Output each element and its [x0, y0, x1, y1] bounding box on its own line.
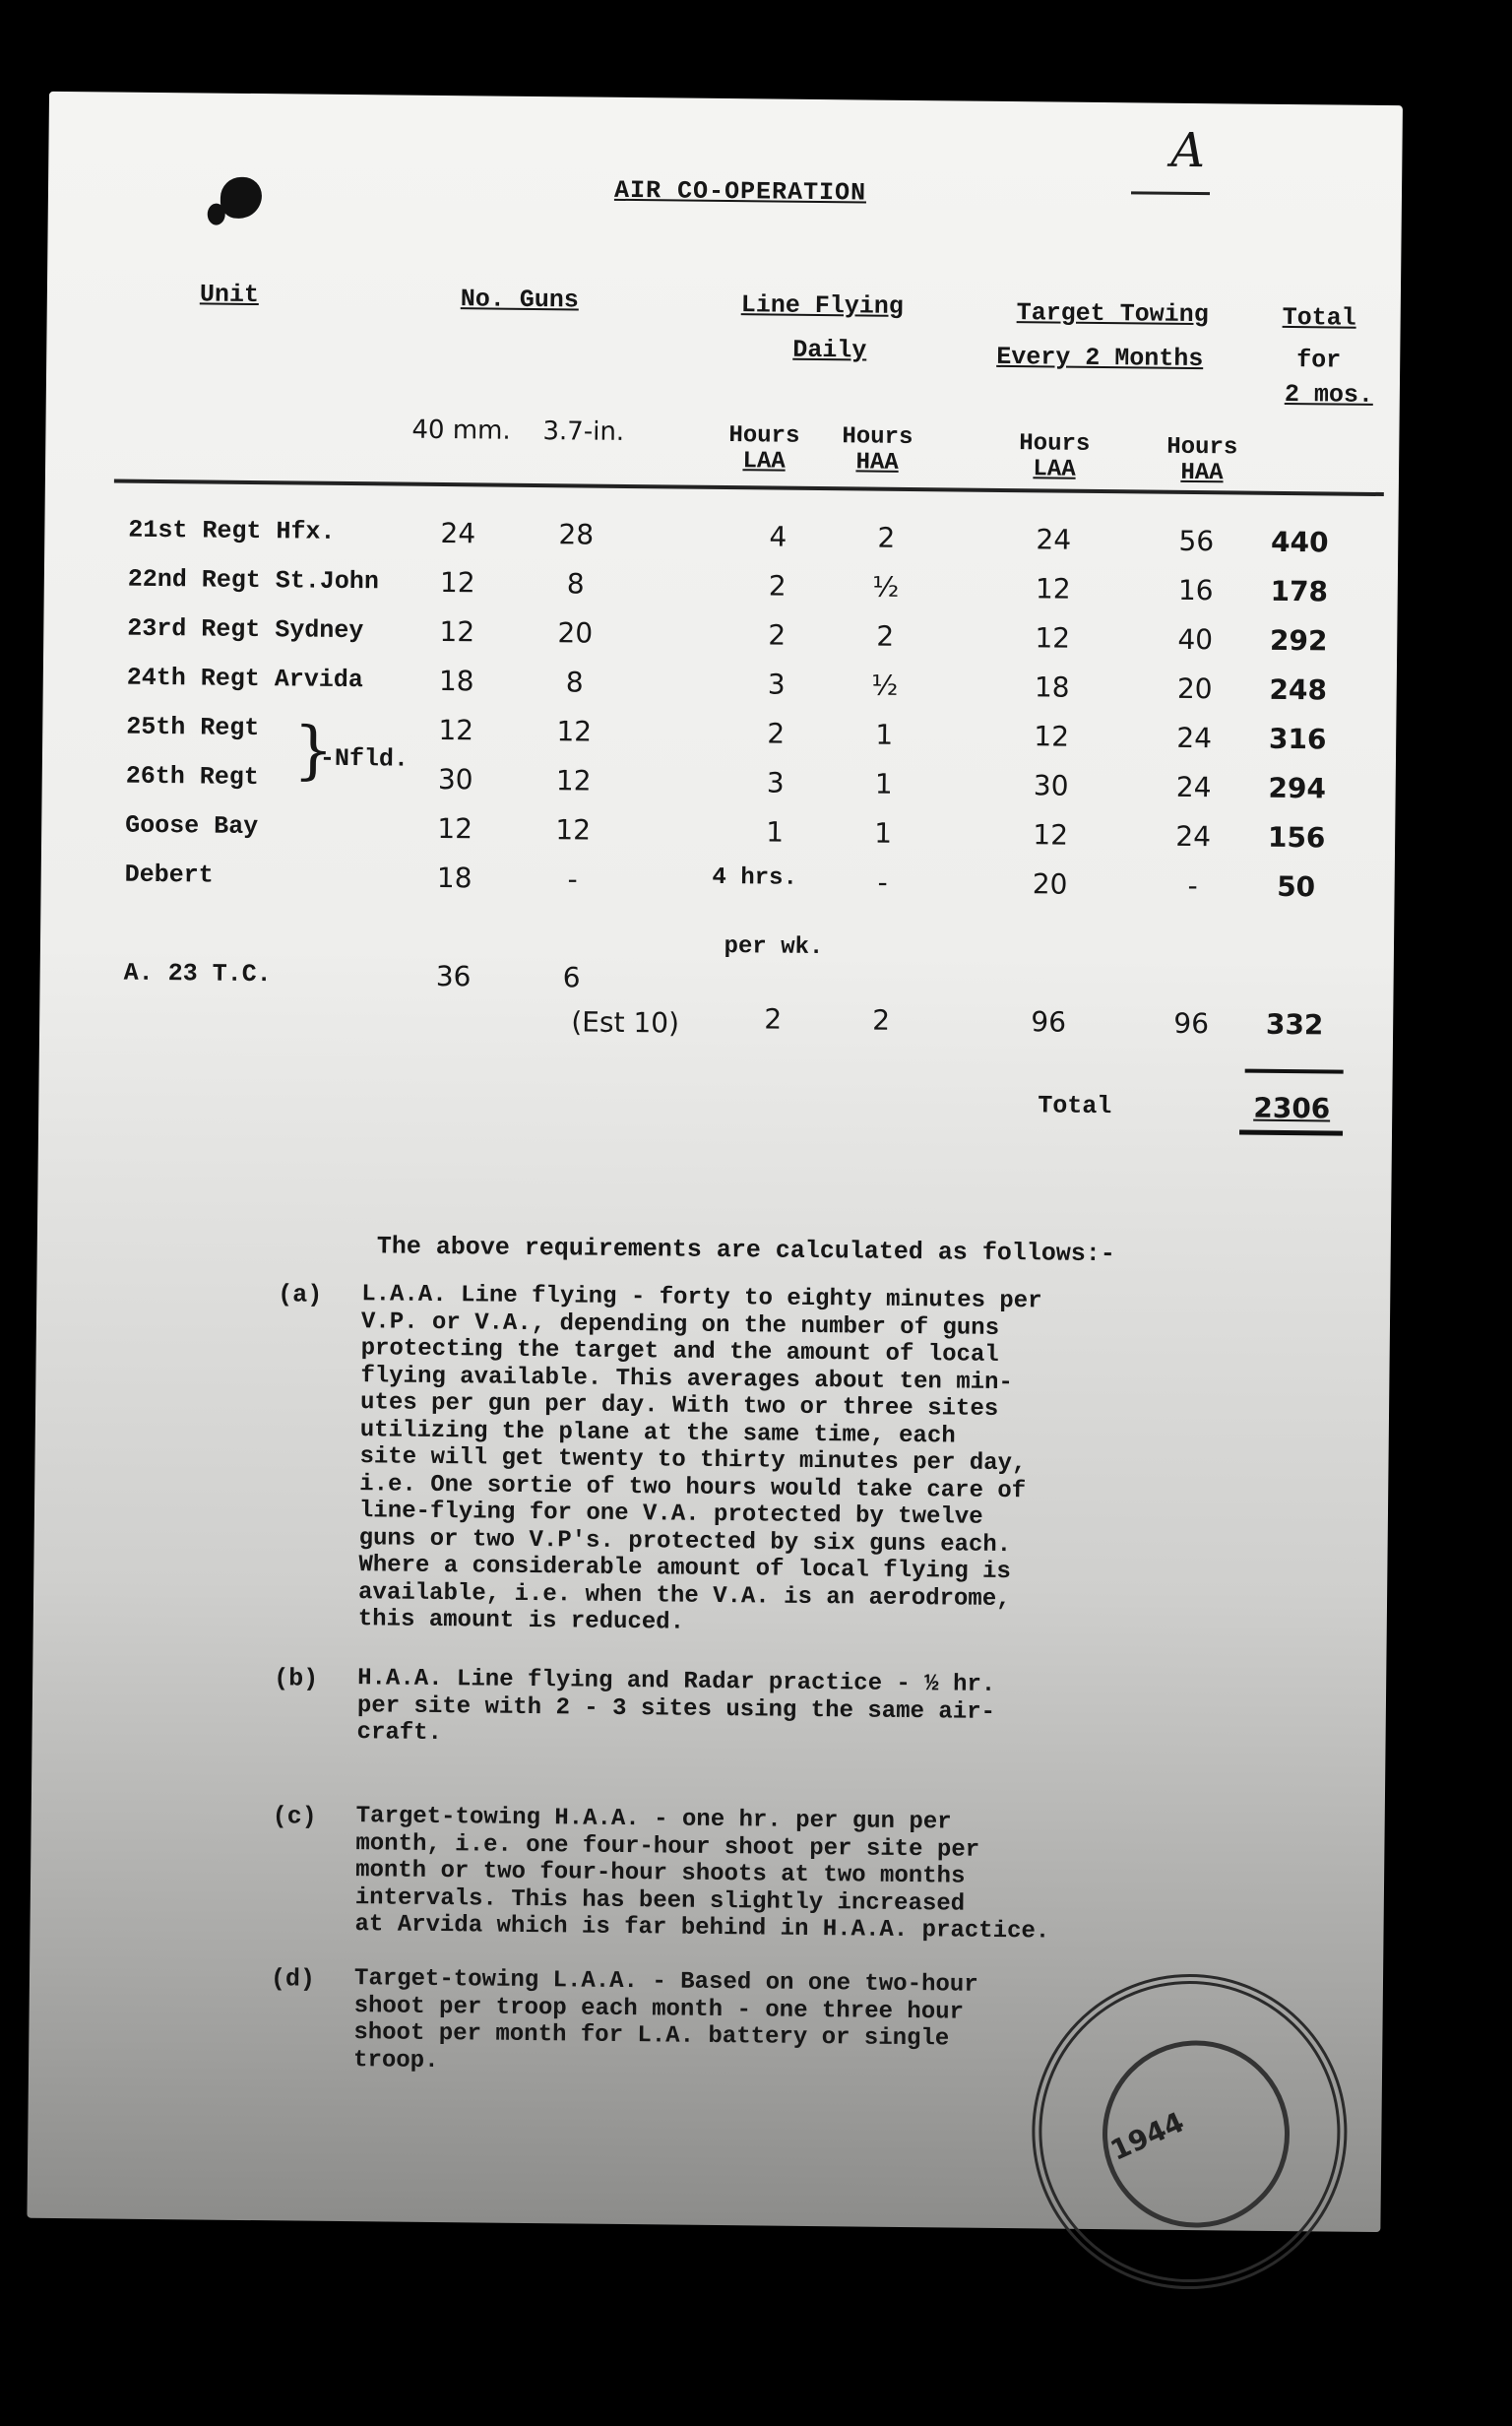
cell-tt-laa: 12 [1035, 621, 1071, 655]
ink-blot [220, 177, 262, 219]
cell-tt-laa: 12 [1034, 720, 1070, 753]
note-label: (c) [272, 1802, 317, 1831]
cell-lf-laa: 3 [767, 668, 786, 701]
row-unit-label: 21st Regt Hfx. [128, 515, 336, 546]
haa-label: HAA [855, 449, 899, 477]
cell-g37: 8 [566, 567, 585, 601]
haa-label: HAA [1180, 459, 1224, 487]
cell-lf-haa: 2 [872, 1003, 891, 1037]
notes-intro: The above requirements are calculated as follows:- [376, 1232, 1116, 1269]
subheader-tt-haa [1153, 435, 1252, 487]
cell-g40: 24 [440, 516, 476, 550]
row-unit-label: A. 23 T.C. [123, 958, 272, 990]
header-target-towing: Target Towing [1016, 298, 1209, 330]
row-unit-label: Debert [124, 860, 214, 890]
cell-tt-laa: 18 [1034, 670, 1070, 704]
cell-tt-laa: 96 [1031, 1005, 1067, 1039]
cell-tt-haa: 96 [1173, 1006, 1210, 1041]
cell-g37: 8 [565, 666, 584, 699]
cell-g40: 18 [436, 861, 472, 895]
note-text: Target-towing L.A.A. - Based on one two-hour shoot per troop each month - one three hour shoot per month for L.A. battery or single troop. [352, 1965, 978, 2075]
cell-tt-haa: 20 [1176, 671, 1213, 706]
cell-tt-haa: - [1187, 868, 1198, 903]
cell-lf-laa: 4 hrs. [712, 863, 798, 892]
cell-g37: - [567, 862, 578, 896]
hours-label: Hours [1019, 430, 1091, 458]
hours-label: Hours [728, 422, 800, 450]
cell-lf-laa: 2 [768, 569, 787, 603]
note-label: (d) [270, 1964, 316, 1994]
row-unit-label: 22nd Regt St.John [127, 564, 380, 597]
cell-lf-laa: 2 [768, 618, 787, 652]
cell-g40: 18 [438, 664, 474, 698]
header-total-for: for [1296, 346, 1342, 375]
page-mark: A [1170, 122, 1206, 179]
row-unit-label: 24th Regt Arvida [126, 663, 363, 695]
cell-g37: 28 [558, 518, 595, 551]
row-unit-label: Goose Bay [125, 810, 259, 842]
cell-total: 294 [1268, 771, 1327, 805]
cell-tt-haa: 24 [1175, 770, 1212, 804]
cell-lf-haa: ½ [871, 669, 899, 702]
row-unit-label: 26th Regt [125, 761, 259, 793]
subheader-40mm: 40 mm. [411, 415, 511, 446]
cell-tt-laa: 20 [1032, 867, 1068, 901]
cell-g37: 6 [562, 961, 581, 994]
grand-total-double-rule [1239, 1130, 1343, 1136]
total-rule [1245, 1069, 1344, 1074]
cell-lf-haa: - [877, 865, 888, 899]
grand-total-label: Total [1038, 1091, 1112, 1121]
header-no-guns: No. Guns [460, 285, 580, 315]
cell-total: 316 [1268, 722, 1327, 756]
cell-lf-laa: 2 [764, 1002, 783, 1036]
note-text: H.A.A. Line flying and Radar practice - ½ hr. per site with 2 - 3 sites using the same air- craft. [356, 1665, 996, 1748]
cell-tt-laa: 12 [1035, 572, 1071, 606]
cell-g40: 12 [439, 565, 475, 600]
a23-est: (Est 10) [571, 1005, 680, 1040]
grand-total-value: 2306 [1253, 1091, 1331, 1125]
cell-lf-laa: 4 [769, 520, 788, 553]
note-label: (a) [278, 1280, 323, 1309]
page-title: AIR CO-OPERATION [613, 175, 867, 208]
cell-tt-haa: 24 [1175, 819, 1212, 854]
cell-total: 292 [1269, 623, 1328, 658]
note-text: L.A.A. Line flying - forty to eighty minutes per V.P. or V.A., depending on the number of guns protecting the target and the amount of local flying available. This averages about ten min- utes per gun per day. With two or three sites utilizing the plane at the same time, each site will get twenty to thirty minutes per day, i.e. One sortie of two hours would take care of line-flying for one V.A. protected by twelve guns or two V.P's. protected by six guns each. Where a considerable amount of local flying is available, i.e. when the V.A. is an aerodrome, this amount is reduced. [357, 1281, 1042, 1636]
header-total: Total [1282, 302, 1356, 333]
header-target-towing-sub: Every 2 Months [996, 342, 1204, 374]
stamp-year: 1944 [1105, 2105, 1189, 2167]
row-unit-label: 23rd Regt Sydney [127, 613, 364, 646]
cell-total: 178 [1270, 574, 1329, 608]
cell-g40: 36 [435, 959, 472, 993]
nfld-brace: } [292, 714, 335, 788]
cell-total: 156 [1267, 820, 1326, 855]
cell-g40: 30 [437, 762, 473, 797]
cell-tt-haa: 24 [1176, 721, 1213, 755]
cell-g37: 20 [557, 616, 594, 650]
cell-total: 50 [1276, 869, 1316, 904]
header-line-flying-sub: Daily [792, 335, 867, 365]
cell-lf-laa: 2 [767, 717, 786, 750]
subheader-37in: 3.7-in. [542, 416, 625, 447]
cell-lf-laa: 1 [766, 815, 785, 849]
note-label: (b) [274, 1664, 319, 1693]
row-unit-label: 25th Regt [126, 712, 260, 743]
cell-lf-haa: 1 [875, 718, 894, 751]
cell-g40: 12 [437, 811, 473, 846]
cell-tt-laa: 12 [1033, 818, 1069, 852]
document-page [27, 92, 1403, 2232]
cell-tt-laa: 30 [1033, 769, 1069, 802]
subheader-lf-laa [715, 423, 814, 476]
laa-label: LAA [742, 448, 786, 476]
hours-label: Hours [1166, 433, 1238, 462]
cell-lf-laa: 3 [766, 766, 785, 799]
cell-tt-laa: 24 [1036, 523, 1072, 556]
cell-lf-haa: 1 [874, 767, 893, 800]
cell-total: 248 [1269, 672, 1328, 707]
archive-stamp [981, 1923, 1399, 2340]
stamp-inner-ring [1072, 2011, 1320, 2259]
ink-blot [208, 203, 225, 224]
hours-label: Hours [842, 423, 914, 452]
cell-lf-haa: 2 [877, 521, 896, 554]
nfld-label: -Nfld. [319, 743, 410, 774]
note-text: Target-towing H.A.A. - one hr. per gun per month, i.e. one four-hour shoot per site per month or two four-hour shoots at two months intervals. This has been slightly increased at Arvida which is far behind in H.A.A. practice. [354, 1803, 1050, 1946]
header-total-mos: 2 mos. [1284, 379, 1374, 410]
debert-per-wk: per wk. [724, 933, 824, 962]
cell-g40: 12 [438, 713, 474, 747]
page-mark-dash [1131, 191, 1210, 195]
subheader-tt-laa [1005, 431, 1104, 483]
cell-lf-haa: ½ [872, 570, 900, 604]
laa-label: LAA [1033, 456, 1076, 483]
header-unit: Unit [199, 280, 260, 310]
cell-total: 332 [1265, 1007, 1324, 1042]
cell-lf-haa: 1 [874, 816, 893, 850]
cell-g37: 12 [556, 715, 593, 748]
cell-lf-haa: 2 [876, 619, 895, 653]
cell-tt-haa: 56 [1178, 524, 1215, 558]
cell-g37: 12 [555, 813, 592, 847]
subheader-lf-haa [828, 424, 927, 477]
header-line-flying: Line Flying [740, 290, 904, 321]
cell-total: 440 [1270, 525, 1329, 559]
cell-g37: 12 [555, 764, 592, 798]
cell-tt-haa: 16 [1177, 573, 1214, 607]
cell-tt-haa: 40 [1177, 622, 1214, 657]
cell-g40: 12 [439, 614, 475, 649]
